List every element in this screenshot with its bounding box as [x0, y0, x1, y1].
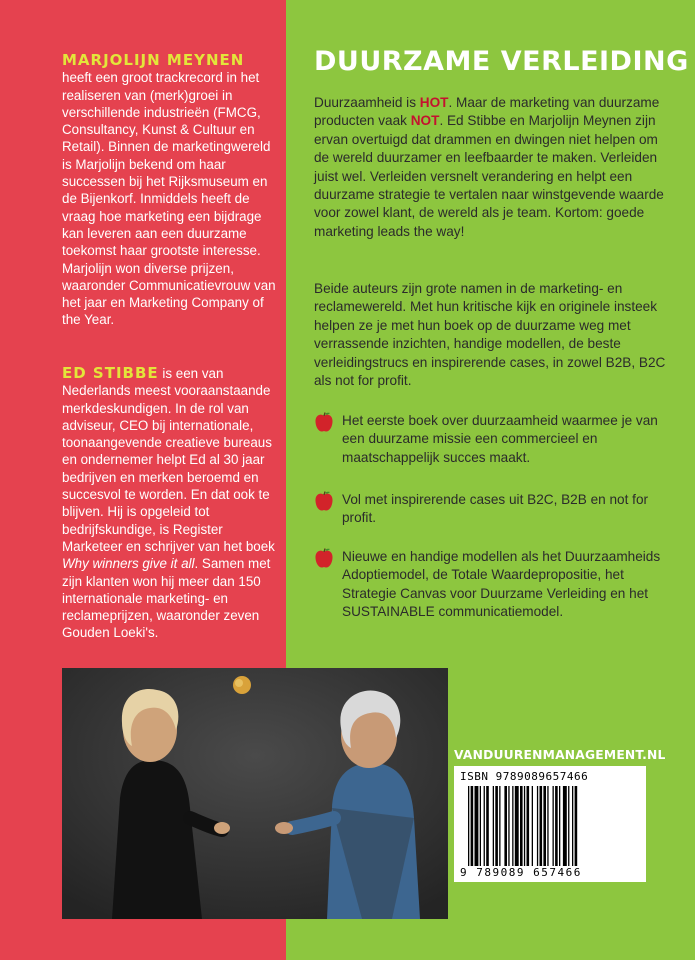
- bullet-text: Nieuwe en handige modellen als het Duurzaamheids Adoptiemodel, de Totale Waardepropositie, het Strategie Canvas voor Duurzame Verleiding en het SUSTAINABLE communicatiemodel.: [342, 549, 661, 620]
- apple-icon: [314, 491, 334, 513]
- bullet-text: Het eerste boek over duurzaamheid waarmee je van een duurzame missie een commercieel en maatschappelijk succes maakt.: [342, 413, 658, 465]
- intro-text-1: Duurzaamheid is: [314, 95, 420, 110]
- bio-ed-text-b: . Samen met zijn klanten won hij meer dan 150 internationale marketing- en reclameprijzen, waaronder zeven Gouden Loeki's.: [62, 556, 271, 641]
- bullet-item: [314, 548, 674, 622]
- isbn-barcode: [454, 766, 646, 882]
- author-bio-ed: [62, 365, 276, 642]
- intro-text-3: . Ed Stibbe en Marjolijn Meynen zijn ervan overtuigd dat drammen en dwingen niet helpen om de wereld duurzamer en leefbaarder te maken. Verleiden juist wel. Verleiden versnelt verandering en helpt een duurzame strategie te vertalen naar winstgevende waarde voor zowel klant, de wereld als je team. Kortom: goede marketing leads the way!: [314, 113, 664, 239]
- bullet-text: Vol met inspirerende cases uit B2C, B2B en not for profit.: [342, 492, 649, 526]
- authors-photo-illustration: [62, 668, 448, 919]
- bio-ed-book-title: Why winners give it all: [62, 556, 195, 572]
- isbn-label: ISBN 9789089657466: [460, 770, 589, 783]
- barcode-bars: [454, 766, 646, 882]
- author-name-ed: ED STIBBE: [62, 364, 159, 382]
- hot-word: HOT: [419, 95, 449, 110]
- bullet-item: [314, 491, 674, 528]
- book-title: DUURZAME VERLEIDING: [314, 46, 689, 77]
- authors-paragraph: Beide auteurs zijn grote namen in de marketing- en reclamewereld. Met hun kritische kijk en originele insteek helpen ze je met hun boek op de duurzame weg met verrassende inzichten, handige modellen, de beste verleidingstrucs en inspirerende cases, in zowel B2B, B2C als not for profit.: [314, 281, 666, 389]
- not-word: NOT: [410, 113, 440, 129]
- bullet-item: [314, 412, 674, 467]
- apple-icon: [314, 548, 334, 570]
- authors-photo: [62, 668, 448, 919]
- bio-marjolijn-prizes: Marjolijn won diverse prijzen, waaronder Communicatievrouw van het jaar en Marketing Company of the Year.: [62, 260, 276, 328]
- intro-text-2: . Maar de marketing van duurzame producten vaak: [314, 95, 660, 129]
- bio-ed-text-a: is een van Nederlands meest vooraanstaande merkdeskundigen. In de rol van adviseur, CEO bij internationale, toonaangevende creatieve bureaus en ondernemer helpt Ed al 30 jaar bedrijven en merken beroemd en succesvol te worden. En dat ook te blijven. Hij is opgeleid tot bedrijfskundige, is Register Marketeer en schrijver van het boek: [62, 366, 275, 554]
- bio-marjolijn-text: heeft een groot trackrecord in het realiseren van (merk)groei in verschillende industrieën (FMCG, Consultancy, Kunst & Cultuur en Retail). Binnen de marketingwereld is Marjolijn bekend om haar successen bij het Rijksmuseum en de Bijenkorf. Inmiddels heeft de vraag hoe marketing een bijdrage kan leveren aan een duurzame toekomst haar grootste interesse.: [62, 70, 271, 259]
- intro-paragraph: [314, 94, 674, 241]
- apple-icon: [314, 412, 334, 434]
- author-bio-marjolijn: [62, 52, 276, 329]
- isbn-digits: 9 789089 657466: [460, 866, 582, 879]
- author-name-marjolijn: MARJOLIJN MEYNEN: [62, 51, 245, 69]
- publisher-url: VANDUURENMANAGEMENT.NL: [454, 748, 666, 762]
